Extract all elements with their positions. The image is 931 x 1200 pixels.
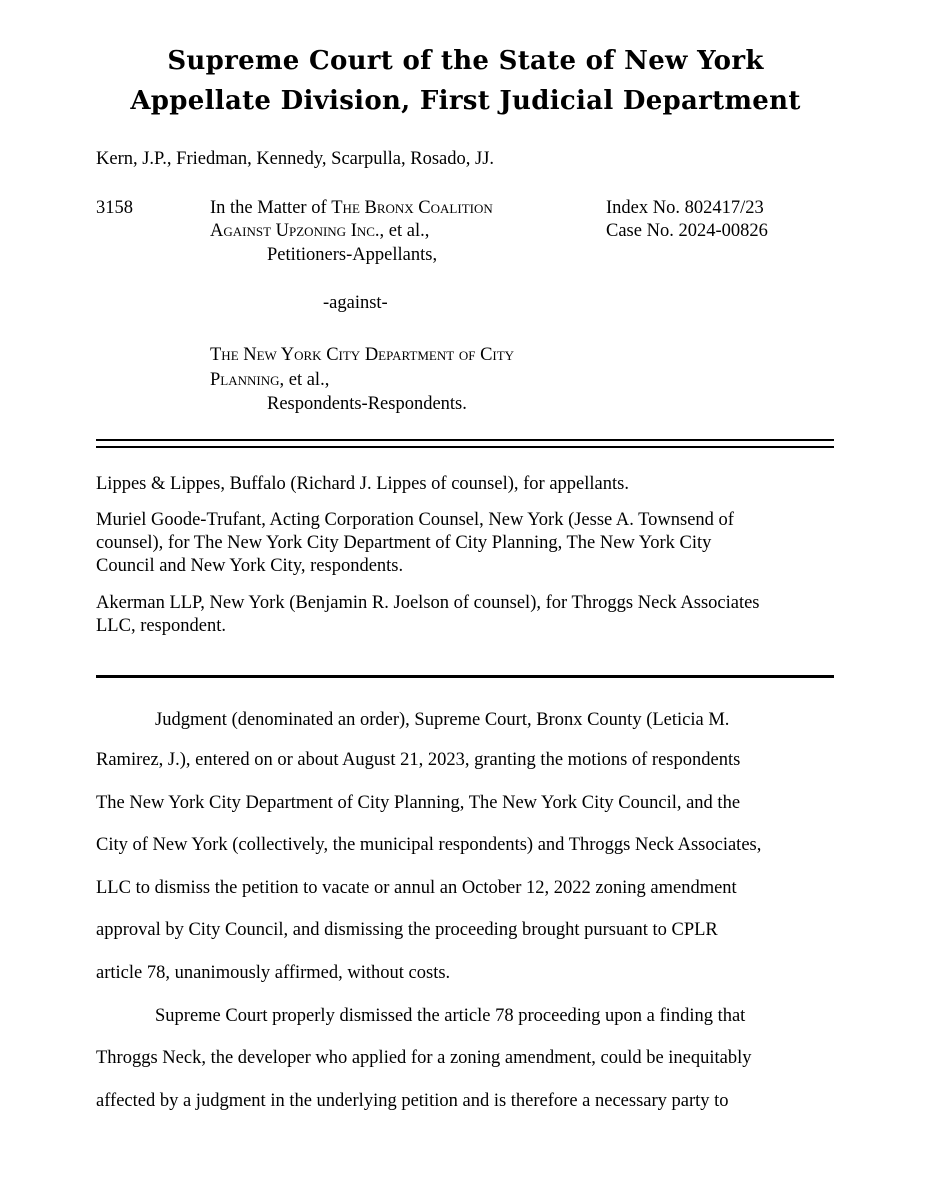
respondent-name-part-2: Planning [210, 370, 280, 390]
respondents-role: Respondents-Respondents. [267, 394, 467, 414]
caption-et-al: , et al., [379, 221, 430, 241]
caption-divider [96, 439, 834, 448]
decision-line: City of New York (collectively, the municipal respondents) and Throggs Neck Associates, [96, 835, 762, 855]
counsel-appellants: Lippes & Lippes, Buffalo (Richard J. Lippes of counsel), for appellants. [96, 474, 629, 494]
caption-line-1 [210, 197, 493, 220]
petitioners-role: Petitioners-Appellants, [267, 245, 438, 265]
caption-prefix: In the Matter of [210, 198, 332, 218]
decision-line: affected by a judgment in the underlying petition and is therefore a necessary party to [96, 1091, 729, 1111]
decision-line: Supreme Court properly dismissed the article 78 proceeding upon a finding that [155, 1006, 746, 1026]
respondent-line-1 [210, 344, 514, 367]
decision-line: article 78, unanimously affirmed, without costs. [96, 963, 451, 983]
counsel-divider [96, 675, 834, 678]
index-number: Index No. 802417/23 [606, 198, 764, 218]
case-docket-number: Case No. 2024-00826 [606, 221, 768, 241]
bench-justices: Kern, J.P., Friedman, Kennedy, Scarpulla, Rosado, JJ. [96, 149, 495, 169]
court-division: Appellate Division, First Judicial Department [130, 86, 801, 116]
caption-line-2 [210, 220, 429, 243]
counsel-municipal-line-1: Muriel Goode-Trufant, Acting Corporation Counsel, New York (Jesse A. Townsend of [96, 510, 734, 530]
decision-line: LLC to dismiss the petition to vacate or annul an October 12, 2022 zoning amendment [96, 878, 737, 898]
respondent-et-al: , et al., [279, 370, 330, 390]
case-number: 3158 [96, 198, 133, 218]
decision-line: approval by City Council, and dismissing the proceeding brought pursuant to CPLR [96, 920, 718, 940]
against-label: -against- [323, 293, 388, 313]
petitioner-name-part-1: The Bronx Coalition [331, 198, 493, 218]
counsel-developer-line-2: LLC, respondent. [96, 616, 226, 636]
respondent-line-2 [210, 369, 329, 392]
decision-line: The New York City Department of City Planning, The New York City Council, and the [96, 793, 741, 813]
counsel-municipal-line-3: Council and New York City, respondents. [96, 556, 404, 576]
counsel-municipal-line-2: counsel), for The New York City Department of City Planning, The New York City [96, 533, 712, 553]
respondent-name-part-1: The New York City Department of City [210, 345, 515, 365]
decision-line: Throggs Neck, the developer who applied for a zoning amendment, could be inequitably [96, 1048, 752, 1068]
petitioner-name-part-2: Against Upzoning Inc. [210, 221, 380, 241]
counsel-developer-line-1: Akerman LLP, New York (Benjamin R. Joelson of counsel), for Throggs Neck Associates [96, 593, 760, 613]
decision-line: Ramirez, J.), entered on or about August 21, 2023, granting the motions of respondents [96, 750, 741, 770]
court-name: Supreme Court of the State of New York [167, 46, 764, 76]
decision-line: Judgment (denominated an order), Supreme Court, Bronx County (Leticia M. [155, 710, 730, 730]
